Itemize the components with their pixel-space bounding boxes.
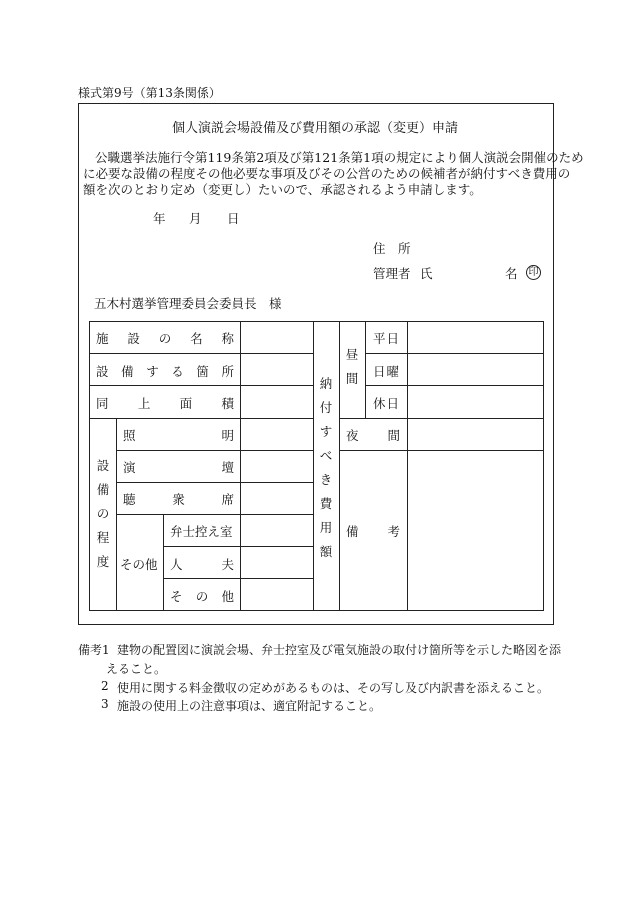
daytime-label: 昼間 xyxy=(345,347,359,386)
note-1-text: 建物の配置図に演説会場、弁士控室及び電気施設の取付け箇所等を示した略図を添 xyxy=(117,643,562,657)
sunday-label: 日 曜 xyxy=(373,364,399,379)
note-2-text: 使用に関する料金徴収の定めがあるものは、その写し及び内訳書を添えること。 xyxy=(117,681,550,695)
equipment-location-label: 設 備 す る 箇 所 xyxy=(96,364,234,379)
holiday-label: 休 日 xyxy=(373,396,399,411)
seal-icon: 印 xyxy=(526,265,541,280)
body-line-1: 公職選挙法施行令第119条第2項及び第121条第1項の規定により個人演説会開催のため xyxy=(95,150,584,165)
audience-label: 聴 衆 席 xyxy=(123,492,234,507)
lawyer-room-label: 弁士控え室 xyxy=(170,524,233,539)
note-3-text: 施設の使用上の注意事項は、適宜附記すること。 xyxy=(117,699,382,713)
date-day-label: 日 xyxy=(227,211,240,226)
podium-label: 演 壇 xyxy=(123,460,234,475)
remarks-label: 備 考 xyxy=(346,524,400,539)
same-area-label: 同 上 面 積 xyxy=(96,396,234,411)
manager-label: 管理者 xyxy=(373,266,411,281)
lighting-label: 照 明 xyxy=(123,428,234,443)
fee-to-pay-label: 納付すべき費用額 xyxy=(319,376,333,559)
note-1-cont: えること。 xyxy=(106,662,167,676)
weekday-label: 平 日 xyxy=(373,331,399,346)
note-3-num: 3 xyxy=(101,697,109,711)
labor-label: 人 夫 xyxy=(170,557,234,572)
addressee: 五木村選挙管理委員会委員長 様 xyxy=(94,296,282,311)
other-label: そ の 他 xyxy=(170,589,234,604)
page-title: 個人演説会場設備及び費用額の承認（変更）申請 xyxy=(171,121,458,136)
date-month-label: 月 xyxy=(189,211,202,226)
body-line-3: 額を次のとおり定め（変更し）たいので、承認されるよう申請します。 xyxy=(83,182,482,197)
other-group-label: その他 xyxy=(120,557,158,572)
note-1-num: 備考1 xyxy=(78,643,110,657)
address-label: 住 所 xyxy=(373,241,411,256)
equipment-degree-label: 設備の程度 xyxy=(96,458,110,569)
name-label-1: 氏 xyxy=(420,266,433,281)
name-label-2: 名 xyxy=(505,266,518,281)
note-2-num: 2 xyxy=(101,679,109,693)
date-year-label: 年 xyxy=(153,211,166,226)
night-label: 夜 間 xyxy=(346,428,400,443)
form-number: 様式第9号（第13条関係） xyxy=(78,86,221,100)
facility-name-label: 施 設 の 名 称 xyxy=(96,331,234,346)
body-line-2: に必要な設備の程度その他必要な事項及びその公営のための候補者が納付すべき費用の xyxy=(83,166,571,181)
